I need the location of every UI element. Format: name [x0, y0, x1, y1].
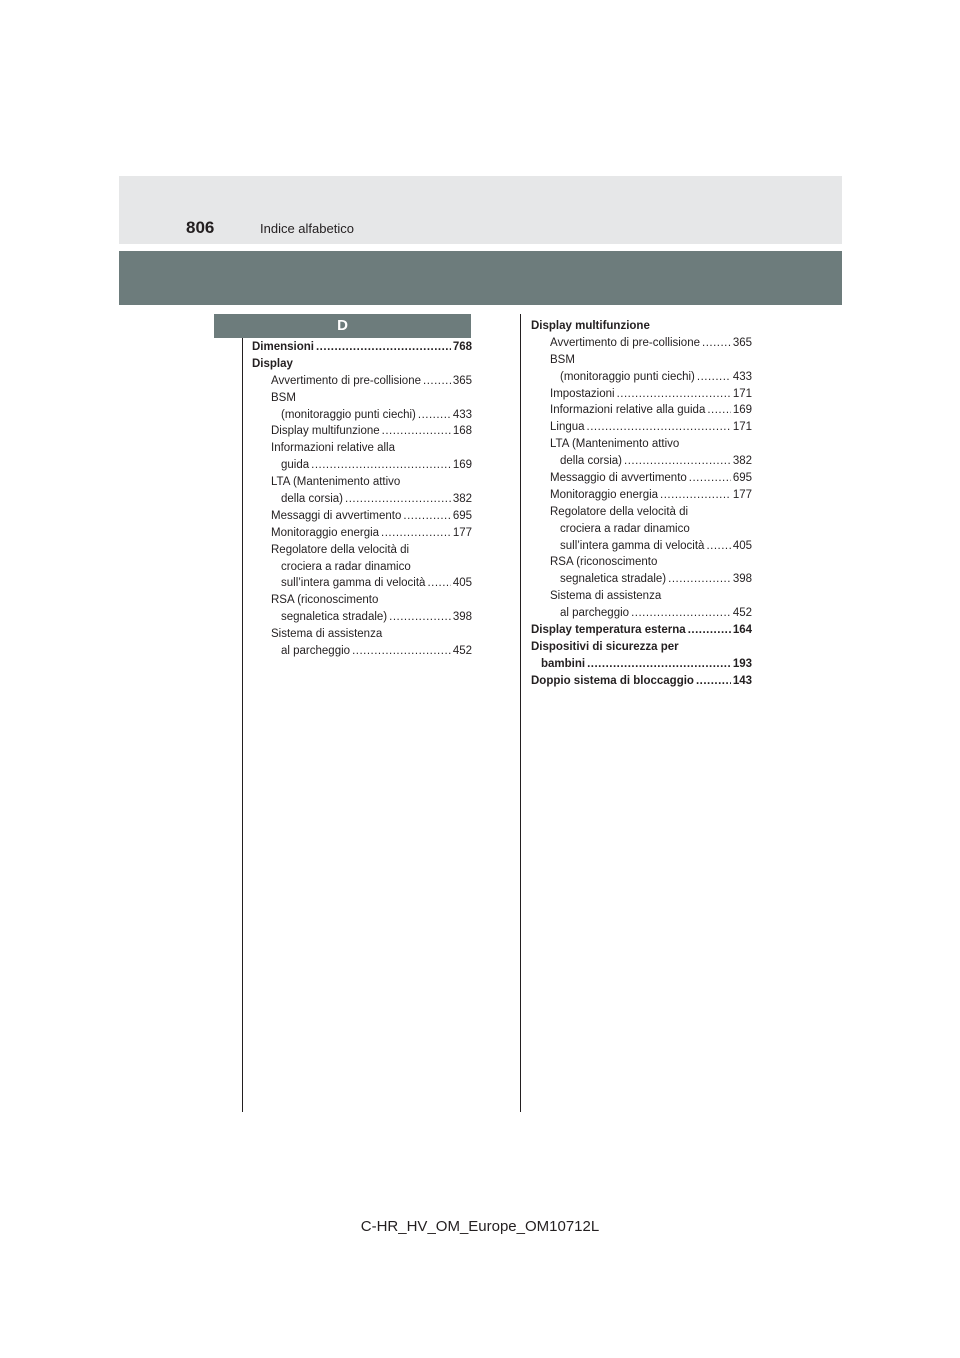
index-entry: [531, 453, 752, 470]
index-entry-term: Monitoraggio energia: [550, 488, 659, 501]
dot-leader: [668, 571, 731, 588]
dot-leader: [624, 453, 731, 470]
index-entry-term: al parcheggio: [560, 607, 630, 620]
index-entry-page[interactable]: 382: [452, 493, 472, 506]
index-entry-term: Messaggio di avvertimento: [550, 472, 687, 485]
dot-leader: [311, 457, 451, 474]
dot-leader: [418, 407, 451, 424]
index-entry-page[interactable]: 164: [732, 624, 752, 637]
index-entry: [531, 622, 752, 639]
index-entry-term: Display temperatura esterna: [531, 624, 686, 637]
index-entry-page[interactable]: 405: [732, 539, 752, 552]
index-entry-term: bambini: [541, 657, 586, 670]
index-entry-term: Informazioni relative alla guida: [550, 404, 706, 417]
dot-leader: [702, 335, 731, 352]
index-entry: [252, 643, 472, 660]
index-entry-term: LTA (Mantenimento attivo: [550, 438, 680, 451]
index-entry-page[interactable]: 398: [732, 573, 752, 586]
dot-leader: [403, 508, 450, 525]
index-entry-term: Display multifunzione: [271, 425, 380, 438]
dot-leader: [382, 423, 451, 440]
index-entry-page[interactable]: 168: [452, 425, 472, 438]
index-entry: [252, 457, 472, 474]
index-entry-term: BSM: [271, 391, 296, 404]
dot-leader: [423, 373, 451, 390]
index-entry-term: Sistema di assistenza: [550, 590, 662, 603]
index-entry: [531, 487, 752, 504]
dot-leader: [381, 525, 451, 542]
dot-leader: [689, 470, 731, 487]
index-entry-term: LTA (Mantenimento attivo: [271, 476, 401, 489]
dot-leader: [697, 369, 731, 386]
column-divider-right: [520, 314, 521, 1112]
index-entry: [252, 508, 472, 525]
section-title: Indice alfabetico: [260, 221, 354, 236]
index-entry-page[interactable]: 171: [732, 387, 752, 400]
index-entry: [531, 504, 752, 521]
document-code: C-HR_HV_OM_Europe_OM10712L: [360, 1218, 600, 1235]
index-entry: [252, 407, 472, 424]
index-entry-term: Monitoraggio energia: [271, 526, 380, 539]
index-entry-page[interactable]: 143: [732, 674, 752, 687]
index-entry-page[interactable]: 768: [452, 341, 472, 353]
index-entry: [531, 605, 752, 622]
dot-leader: [389, 609, 451, 626]
index-entry-page[interactable]: 452: [732, 607, 752, 620]
index-entry: [531, 538, 752, 555]
dot-leader: [352, 643, 451, 660]
index-entry-term: Dispositivi di sicurezza per: [531, 640, 679, 653]
index-entry: [531, 673, 752, 690]
index-entry-term: al parcheggio: [281, 645, 351, 658]
index-entry-page[interactable]: 177: [452, 526, 472, 539]
index-entry: [252, 626, 472, 643]
index-entry: [252, 339, 472, 356]
index-entry: [252, 609, 472, 626]
column-divider-left: [242, 338, 243, 1112]
dot-leader: [696, 673, 731, 690]
index-entry: [531, 639, 752, 656]
dot-leader: [631, 605, 731, 622]
dot-leader: [587, 419, 731, 436]
index-entry-term: segnaletica stradale): [560, 573, 667, 586]
index-entry: [531, 402, 752, 419]
dot-leader: [587, 656, 731, 673]
index-column-right: [531, 318, 752, 690]
index-entry-term: Messaggi di avvertimento: [271, 509, 402, 522]
index-entry-page[interactable]: 433: [732, 370, 752, 383]
index-entry: [252, 390, 472, 407]
index-entry-term: Avvertimento di pre-collisione: [550, 336, 700, 349]
index-entry: [531, 318, 752, 335]
index-entry-term: Display multifunzione: [531, 320, 650, 332]
index-entry: [531, 656, 752, 673]
index-entry-term: RSA (riconoscimento: [271, 594, 379, 607]
index-entry: [252, 356, 472, 373]
dot-leader: [617, 386, 731, 403]
index-entry-page[interactable]: 177: [732, 488, 752, 501]
index-entry-term: sull’intera gamma di velocità: [281, 577, 426, 590]
index-entry-term: BSM: [550, 353, 575, 366]
index-entry-term: sull’intera gamma di velocità: [560, 539, 705, 552]
index-entry-page[interactable]: 193: [732, 657, 752, 670]
index-entry-term: Impostazioni: [550, 387, 615, 400]
index-entry: [531, 521, 752, 538]
index-entry-term: Regolatore della velocità di: [550, 505, 689, 518]
header-band: [119, 176, 842, 244]
index-entry: [531, 419, 752, 436]
dot-leader: [660, 487, 731, 504]
index-entry: [252, 491, 472, 508]
index-entry-term: (monitoraggio punti ciechi): [281, 408, 416, 421]
dot-leader: [706, 538, 730, 555]
index-entry-term: crociera a radar dinamico: [560, 522, 690, 535]
index-entry-page[interactable]: 695: [732, 472, 752, 485]
index-entry-page[interactable]: 433: [452, 408, 472, 421]
index-entry: [252, 474, 472, 491]
index-entry: [531, 588, 752, 605]
index-entry-page[interactable]: 365: [452, 374, 472, 387]
index-entry: [531, 554, 752, 571]
index-entry-page[interactable]: 382: [732, 455, 752, 468]
index-entry-term: RSA (riconoscimento: [550, 556, 658, 569]
index-entry: [531, 571, 752, 588]
index-entry-term: Avvertimento di pre-collisione: [271, 374, 421, 387]
index-entry-page[interactable]: 169: [732, 404, 752, 417]
index-entry: [252, 373, 472, 390]
index-entry-term: Lingua: [550, 421, 585, 434]
dot-leader: [707, 402, 730, 419]
index-entry: [252, 559, 472, 576]
index-entry-page[interactable]: 695: [452, 509, 472, 522]
index-entry: [531, 470, 752, 487]
index-entry-page[interactable]: 169: [452, 459, 472, 472]
page-number: 806: [186, 218, 215, 237]
index-entry: [252, 423, 472, 440]
index-entry: [252, 592, 472, 609]
index-entry-term: crociera a radar dinamico: [281, 560, 411, 573]
index-entry-term: della corsia): [281, 493, 343, 506]
dot-leader: [427, 575, 450, 592]
index-entry: [531, 436, 752, 453]
index-entry-term: (monitoraggio punti ciechi): [560, 370, 695, 383]
index-entry-term: della corsia): [560, 455, 622, 468]
index-entry: [531, 386, 752, 403]
index-entry-term: Regolatore della velocità di: [271, 543, 410, 556]
title-bar: [119, 251, 842, 305]
index-entry: [252, 542, 472, 559]
index-entry-term: Informazioni relative alla: [271, 442, 396, 455]
index-entry-term: segnaletica stradale): [281, 611, 388, 624]
index-entry-page[interactable]: 398: [452, 611, 472, 624]
index-entry: [531, 352, 752, 369]
index-entry: [252, 575, 472, 592]
index-entry-term: Doppio sistema di bloccaggio: [531, 674, 694, 687]
index-entry: [252, 440, 472, 457]
index-column-left: [252, 339, 472, 660]
dot-leader: [316, 339, 451, 356]
index-entry-page[interactable]: 365: [732, 336, 752, 349]
index-entry-term: Display: [252, 357, 293, 370]
index-entry-page[interactable]: 405: [452, 577, 472, 590]
dot-leader: [345, 491, 451, 508]
index-entry-page[interactable]: 171: [732, 421, 752, 434]
index-entry-page[interactable]: 452: [452, 645, 472, 658]
letter-tab: D: [214, 314, 471, 338]
index-entry-term: guida: [281, 459, 310, 472]
index-entry: [252, 525, 472, 542]
index-entry: [531, 335, 752, 352]
dot-leader: [688, 622, 731, 639]
index-entry-term: Dimensioni: [252, 341, 314, 353]
index-entry: [531, 369, 752, 386]
index-entry-term: Sistema di assistenza: [271, 628, 383, 641]
